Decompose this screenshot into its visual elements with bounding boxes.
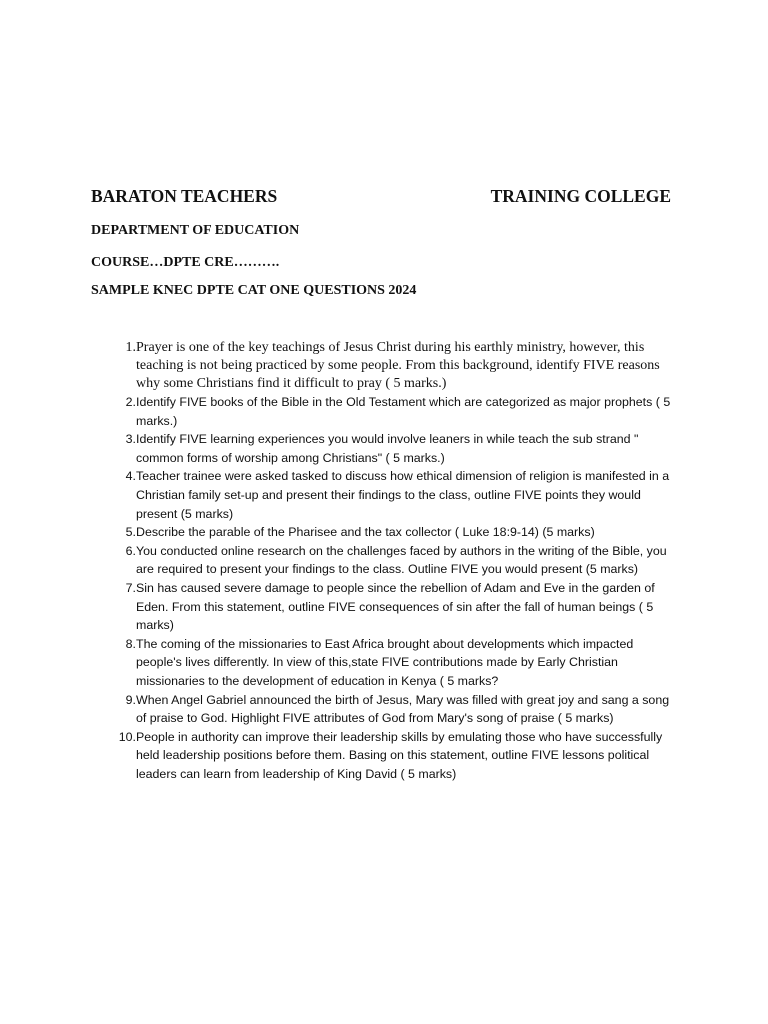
- question-text: Teacher trainee were asked tasked to discuss how ethical dimension of religion is manifested in a Christian family set-up and present their findings to the class, outline FIVE points they would present (5 marks): [136, 469, 670, 521]
- question-number: 6.: [125, 543, 136, 558]
- question-list: [91, 339, 681, 783]
- question-number: 1.: [125, 340, 136, 355]
- question-number: 10.: [118, 729, 136, 744]
- question-text: Prayer is one of the key teachings of Jesus Christ during his earthly ministry, however, this teaching is not being practiced by some people. From this background, identify FIVE reasons why some Christians find it difficult to pray ( 5 marks.): [136, 340, 660, 391]
- question-item: [91, 430, 681, 467]
- question-text: Identify FIVE learning experiences you would involve leaners in while teach the sub strand " common forms of worship among Christians" ( 5 marks.): [136, 432, 639, 465]
- question-item: [91, 467, 681, 523]
- question-number: 5.: [125, 525, 136, 540]
- question-text: When Angel Gabriel announced the birth of Jesus, Mary was filled with great joy and sang a song of praise to God. Highlight FIVE attributes of God from Mary's song of praise ( 5 marks): [136, 692, 670, 726]
- question-number: 7.: [125, 580, 136, 595]
- question-text: You conducted online research on the challenges faced by authors in the writing of the Bible, you are required to present your findings to the class. Outline FIVE you would present (5 marks): [136, 543, 667, 577]
- question-item: [91, 393, 681, 430]
- exam-title-heading: SAMPLE KNEC DPTE CAT ONE QUESTIONS 2024: [91, 283, 417, 298]
- question-item: [91, 542, 681, 579]
- question-text: Describe the parable of the Pharisee and the tax collector ( Luke 18:9-14) (5 marks): [136, 525, 595, 540]
- question-item: [91, 635, 681, 691]
- question-text: The coming of the missionaries to East Africa brought about developments which impacted people's lives differently. In view of this,state FIVE contributions made by Early Christian missionaries to the development of education in Kenya ( 5 marks?: [136, 636, 634, 688]
- college-title-right: TRAINING COLLEGE: [490, 186, 671, 206]
- question-text: Sin has caused severe damage to people since the rebellion of Adam and Eve in the garden of Eden. From this statement, outline FIVE consequences of sin after the fall of human beings ( 5 marks): [136, 580, 655, 633]
- question-item: [91, 339, 681, 393]
- question-item: [91, 523, 681, 542]
- question-number: 2.: [125, 395, 136, 409]
- question-text: Identify FIVE books of the Bible in the Old Testament which are categorized as major prophets ( 5 marks.): [136, 395, 671, 428]
- question-text: People in authority can improve their leadership skills by emulating those who have successfully held leadership positions before them. Basing on this statement, outline FIVE lessons political leaders can learn from leadership of King David ( 5 marks): [136, 729, 663, 781]
- course-heading: COURSE…DPTE CRE……….: [91, 255, 280, 270]
- question-number: 3.: [125, 432, 136, 447]
- question-item: [91, 728, 681, 784]
- college-title-row: [91, 185, 671, 207]
- department-heading: DEPARTMENT OF EDUCATION: [91, 223, 300, 238]
- question-item: [91, 691, 681, 728]
- question-number: 4.: [125, 469, 136, 484]
- college-title-left: BARATON TEACHERS: [91, 186, 278, 206]
- question-number: 8.: [125, 636, 136, 651]
- question-number: 9.: [125, 692, 136, 707]
- question-item: [91, 579, 681, 635]
